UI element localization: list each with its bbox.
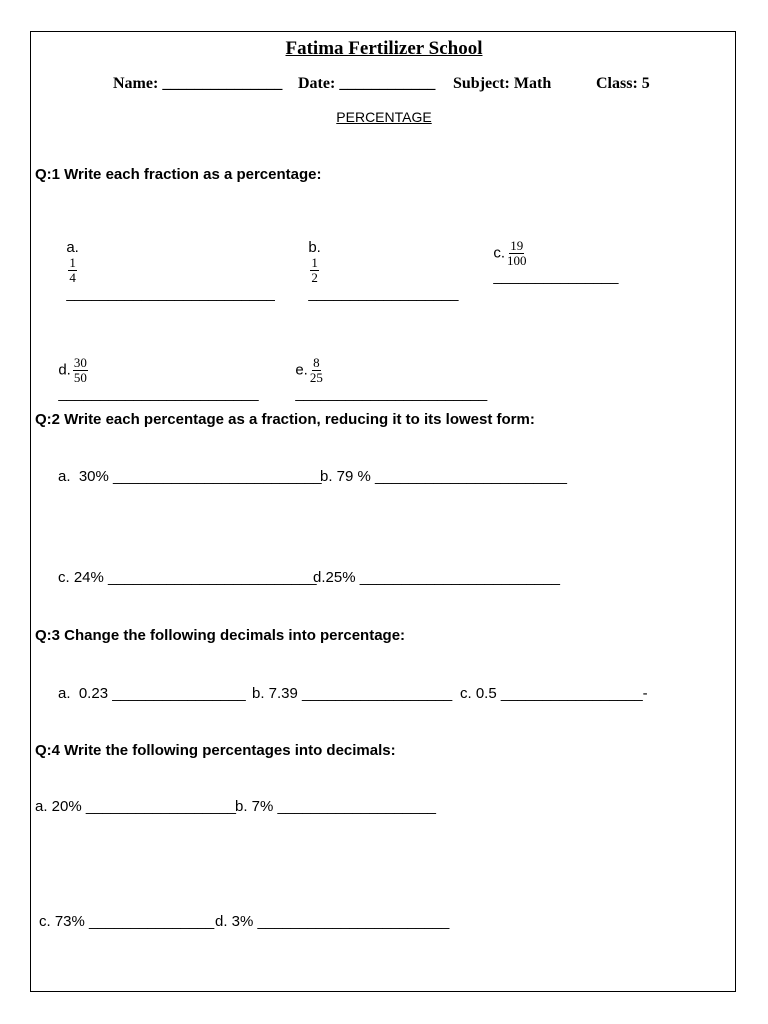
item-label: a. [66, 239, 79, 256]
topic-heading: PERCENTAGE [336, 109, 432, 125]
fraction: $\frac{30}{50}$ [73, 355, 87, 385]
name-field[interactable]: Name: _______________ [113, 75, 283, 92]
date-field[interactable]: Date: ____________ [298, 75, 436, 92]
q1-item-e [287, 339, 487, 402]
answer-blank[interactable]: _______________________ [295, 385, 488, 402]
fraction: $\frac{19}{100}$ [507, 238, 527, 268]
q2-item-d[interactable]: d.25% ________________________ [313, 569, 560, 586]
q1-item-b [300, 222, 459, 302]
item-label: b. [308, 239, 321, 256]
item-label: c. [493, 244, 506, 262]
answer-blank[interactable]: __________________ [308, 285, 459, 302]
q4-item-c[interactable]: c. 73% _______________ [39, 913, 215, 930]
q1-item-a [58, 222, 275, 302]
fraction: $\frac{1}{4}$ [69, 255, 76, 285]
q1-item-c [485, 222, 618, 285]
q2-heading: Q:2 Write each percentage as a fraction, reducing it to its lowest form: [35, 411, 535, 428]
item-label: e. [295, 361, 308, 379]
q3-item-a[interactable]: a. 0.23 ________________ [58, 685, 246, 702]
q2-item-c[interactable]: c. 24% _________________________ [58, 569, 317, 586]
q1-heading: Q:1 Write each fraction as a percentage: [35, 166, 322, 183]
class-field: Class: 5 [596, 75, 650, 92]
q3-item-c[interactable]: c. 0.5 _________________- [460, 685, 648, 702]
fraction: $\frac{8}{25}$ [309, 355, 323, 385]
school-title: Fatima Fertilizer School [285, 38, 483, 59]
q2-item-b[interactable]: b. 79 % _______________________ [320, 468, 567, 485]
q2-item-a[interactable]: a. 30% _________________________ [58, 468, 322, 485]
item-label: d. [58, 361, 71, 379]
q4-heading: Q:4 Write the following percentages into decimals: [35, 742, 396, 759]
q1-item-d [50, 339, 259, 402]
q4-item-b[interactable]: b. 7% ___________________ [235, 798, 437, 815]
answer-blank[interactable]: ________________________ [58, 385, 259, 402]
q3-heading: Q:3 Change the following decimals into percentage: [35, 627, 406, 644]
q4-item-d[interactable]: d. 3% _______________________ [215, 913, 450, 930]
subject-field: Subject: Math [453, 75, 552, 92]
q4-item-a[interactable]: a. 20% __________________ [35, 798, 237, 815]
answer-blank[interactable]: _______________ [493, 268, 619, 285]
fraction: $\frac{1}{2}$ [311, 255, 318, 285]
q3-item-b[interactable]: b. 7.39 __________________ [252, 685, 453, 702]
answer-blank[interactable]: _________________________ [66, 285, 275, 302]
